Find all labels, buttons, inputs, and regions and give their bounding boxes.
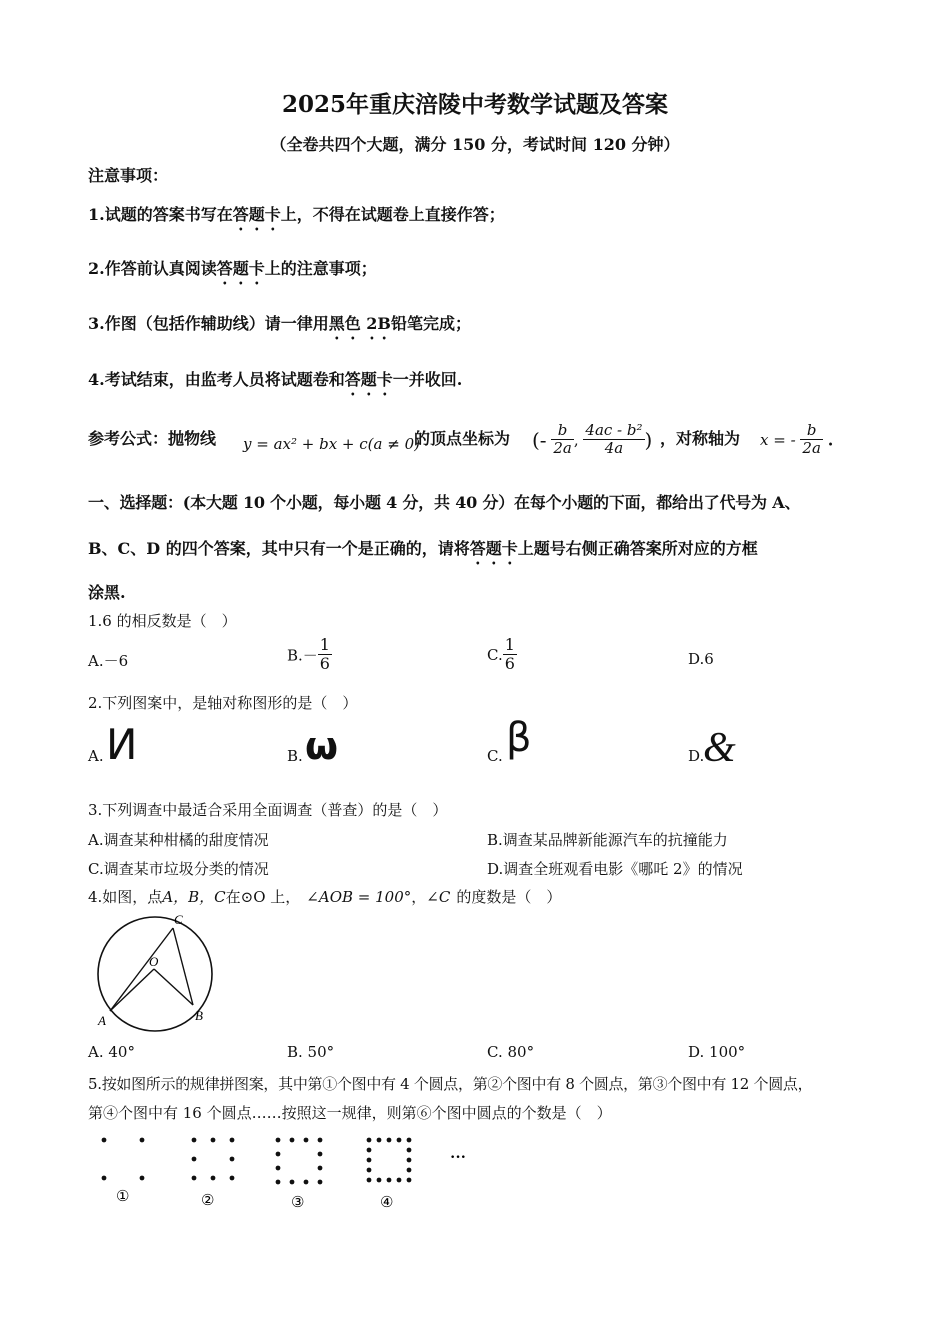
question-4-option-b: B. 50°: [287, 1043, 335, 1061]
q1-b-denominator: 6: [319, 654, 330, 674]
formula-end: .: [827, 430, 834, 450]
question-3-option-b: B.调查某品牌新能源汽车的抗撞能力: [487, 831, 728, 849]
pattern-dot: [377, 1178, 382, 1183]
question-5-stem-line-1: 5.按如图所示的规律拼图案，其中第①个图中有 4 个圆点，第②个图中有 8 个圆点，第③个图中有 12 个圆点，: [88, 1075, 813, 1093]
pattern-dot: [192, 1157, 197, 1162]
question-1-option-d: D.6: [688, 650, 714, 668]
pattern-dot: [140, 1176, 145, 1181]
pattern-dot: [276, 1166, 281, 1171]
formula-vertex-text: 的顶点坐标为: [414, 429, 511, 448]
notice-item-1: [88, 202, 505, 234]
question-1-option-b: [287, 636, 332, 674]
q4-stem-c: ，: [411, 888, 427, 906]
axis-denominator: 2a: [802, 439, 821, 458]
axis-label: ，对称轴为: [660, 429, 741, 448]
notice-item-4-text-a: 4.考试结束，由监考人员将试题卷和: [88, 370, 345, 389]
vertex-y-numerator: 4ac - b²: [585, 421, 643, 439]
question-4-option-d: D. 100°: [688, 1043, 746, 1061]
axis-fraction: [800, 422, 823, 458]
section-1-intro-line-3: 涂黑.: [88, 583, 126, 602]
question-3-option-c: C.调查某市垃圾分类的情况: [88, 860, 269, 878]
segment-ao: [110, 969, 154, 1011]
notice-item-1-emphasis: 答题卡: [232, 205, 281, 224]
dot-pattern-1: [102, 1138, 145, 1181]
q1-b-prefix: B.－: [287, 646, 318, 665]
pattern-dot: [367, 1148, 372, 1153]
pattern-dot: [407, 1168, 412, 1173]
question-1-option-a: A.－6: [88, 652, 129, 670]
point-o-label: O: [149, 954, 159, 969]
section-1-text-c: 上题号右侧正确答案所对应的方框: [517, 539, 758, 558]
question-3-option-a: A.调查某种柑橘的甜度情况: [88, 831, 269, 849]
comma: ,: [573, 430, 579, 449]
close-paren: ): [644, 427, 653, 452]
pattern-dot: [192, 1138, 197, 1143]
pattern-dot: [140, 1138, 145, 1143]
notice-item-3-emphasis: 黑色 2B: [328, 314, 391, 333]
section-1-emphasis: 答题卡: [469, 539, 518, 558]
question-2-option-b-label: B.: [287, 747, 303, 765]
q4-stem-b: 在⊙O 上，: [225, 888, 301, 906]
question-1-option-c: [487, 636, 517, 674]
segment-ob: [154, 969, 193, 1005]
page-title: 2025年重庆涪陵中考数学试题及答案: [281, 91, 668, 118]
pattern-dot: [276, 1152, 281, 1157]
question-4-option-a: A. 40°: [88, 1043, 135, 1061]
parabola-equation: y = ax² + bx + c(a ≠ 0): [243, 435, 420, 453]
pattern-dot: [276, 1180, 281, 1185]
pattern-dot: [230, 1138, 235, 1143]
pattern-dot: [230, 1176, 235, 1181]
question-2-option-d-label: D.: [688, 747, 705, 765]
q1-c-numerator: 1: [504, 635, 515, 654]
pattern-dot: [304, 1180, 309, 1185]
pattern-dot: [407, 1138, 412, 1143]
question-1-stem: 1.6 的相反数是（ ）: [88, 612, 237, 630]
notice-item-2-text-a: 2.作答前认真阅读: [88, 259, 217, 278]
notice-item-2-text-c: 上的注意事项；: [264, 259, 377, 278]
notice-item-2-emphasis: 答题卡: [216, 259, 265, 278]
formula-lead: 参考公式：抛物线: [88, 429, 217, 448]
pattern-dot: [318, 1166, 323, 1171]
pattern-label-4: ④: [380, 1195, 394, 1211]
circle-geometry-figure: [88, 908, 223, 1033]
question-3-stem: 3.下列调查中最适合采用全面调查（普查）的是（ ）: [88, 801, 448, 819]
pattern-dot: [397, 1178, 402, 1183]
pattern-dot: [407, 1158, 412, 1163]
pattern-dot: [290, 1180, 295, 1185]
pattern-dot: [397, 1138, 402, 1143]
section-1-intro-line-2: [88, 536, 758, 568]
letter-i-reversed-glyph: И: [106, 720, 138, 769]
ampersand-glyph: &: [703, 725, 736, 771]
q4-stem-angle-c: ∠C: [426, 888, 451, 906]
exam-subtitle: （全卷共四个大题，满分 150 分，考试时间 120 分钟）: [270, 135, 680, 154]
omega-glyph: ω: [305, 724, 339, 768]
q1-c-denominator: 6: [504, 654, 515, 674]
segment-cb: [173, 928, 193, 1005]
pattern-dot: [276, 1138, 281, 1143]
dot-pattern-figure: [88, 1128, 488, 1218]
pattern-dot: [367, 1158, 372, 1163]
pattern-dot: [377, 1138, 382, 1143]
pattern-label-3: ③: [291, 1195, 305, 1211]
q1-b-fraction: [318, 636, 332, 674]
axis-formula: [760, 422, 833, 458]
question-3-option-d: D.调查全班观看电影《哪吒 2》的情况: [487, 860, 743, 878]
question-5-stem-line-2: 第④个图中有 16 个圆点……按照这一规律，则第⑥个图中圆点的个数是（ ）: [88, 1104, 612, 1122]
pattern-dot: [290, 1138, 295, 1143]
point-a-label: A: [98, 1013, 106, 1028]
pattern-dot: [192, 1176, 197, 1181]
pattern-dot: [407, 1178, 412, 1183]
pattern-dot: [318, 1152, 323, 1157]
pattern-label-2: ②: [201, 1193, 215, 1209]
pattern-dot: [211, 1138, 216, 1143]
notice-item-3: [88, 311, 471, 343]
pattern-dot: [407, 1148, 412, 1153]
notice-item-1-text-c: 上，不得在试题卷上直接作答；: [280, 205, 505, 224]
q1-b-numerator: 1: [319, 635, 330, 654]
q4-stem-d: 的度数是（ ）: [456, 888, 562, 906]
notice-item-3-text-a: 3.作图（包括作辅助线）请一律用: [88, 314, 329, 333]
q1-c-prefix: C.: [487, 645, 503, 664]
vertex-coordinates: [532, 422, 652, 458]
pattern-label-1: ①: [116, 1189, 130, 1205]
pattern-dot: [367, 1138, 372, 1143]
pattern-dot: [304, 1138, 309, 1143]
notice-item-1-text-a: 1.试题的答案书写在: [88, 205, 233, 224]
pattern-dot: [211, 1176, 216, 1181]
section-1-text-a: B、C、D 的四个答案，其中只有一个是正确的，请将: [88, 539, 470, 558]
point-c-label: C: [174, 912, 183, 927]
dot-pattern-3: [276, 1138, 323, 1185]
open-paren: (-: [532, 427, 547, 452]
notice-item-4-text-c: 一并收回.: [392, 370, 463, 389]
q4-stem-angle: ∠AOB = 100°: [306, 888, 412, 906]
beta-glyph: β: [506, 715, 532, 761]
point-b-label: B: [195, 1008, 203, 1023]
dot-pattern-4: [367, 1138, 412, 1183]
dot-pattern-2: [192, 1138, 235, 1181]
axis-numerator: b: [800, 422, 823, 440]
notice-item-3-text-c: 铅笔完成；: [390, 314, 471, 333]
pattern-dot: [318, 1180, 323, 1185]
pattern-dot: [102, 1176, 107, 1181]
notice-item-4-emphasis: 答题卡: [344, 370, 393, 389]
vertex-x-numerator: b: [551, 422, 574, 440]
pattern-dot: [367, 1178, 372, 1183]
pattern-dot: [367, 1168, 372, 1173]
vertex-y-fraction: [583, 422, 644, 458]
q4-stem-a: 4.如图，点: [88, 888, 163, 906]
vertex-x-denominator: 2a: [553, 439, 572, 458]
question-2-option-a-label: A.: [88, 747, 104, 765]
question-2-option-c-label: C.: [487, 747, 503, 765]
question-4-stem: [88, 886, 561, 907]
question-2-stem: 2.下列图案中，是轴对称图形的是（ ）: [88, 694, 358, 712]
notice-heading: 注意事项：: [88, 166, 169, 185]
segment-ac: [110, 928, 173, 1011]
pattern-dot: [387, 1138, 392, 1143]
vertex-x-fraction: [551, 422, 574, 458]
pattern-dot: [102, 1138, 107, 1143]
notice-item-2: [88, 256, 377, 288]
pattern-dot: [387, 1178, 392, 1183]
section-1-intro-line-1: 一、选择题：(本大题 10 个小题，每小题 4 分，共 40 分）在每个小题的下面，都给出了代号为 A、: [88, 493, 801, 512]
q1-c-fraction: [503, 636, 517, 674]
vertex-y-denominator: 4a: [604, 439, 624, 458]
q4-stem-points: A，B，C: [162, 888, 226, 906]
question-4-option-c: C. 80°: [487, 1043, 535, 1061]
pattern-dot: [318, 1138, 323, 1143]
notice-item-4: [88, 367, 462, 399]
pattern-dot: [230, 1157, 235, 1162]
axis-lhs: x = -: [760, 430, 796, 449]
pattern-ellipsis: ···: [450, 1149, 467, 1166]
